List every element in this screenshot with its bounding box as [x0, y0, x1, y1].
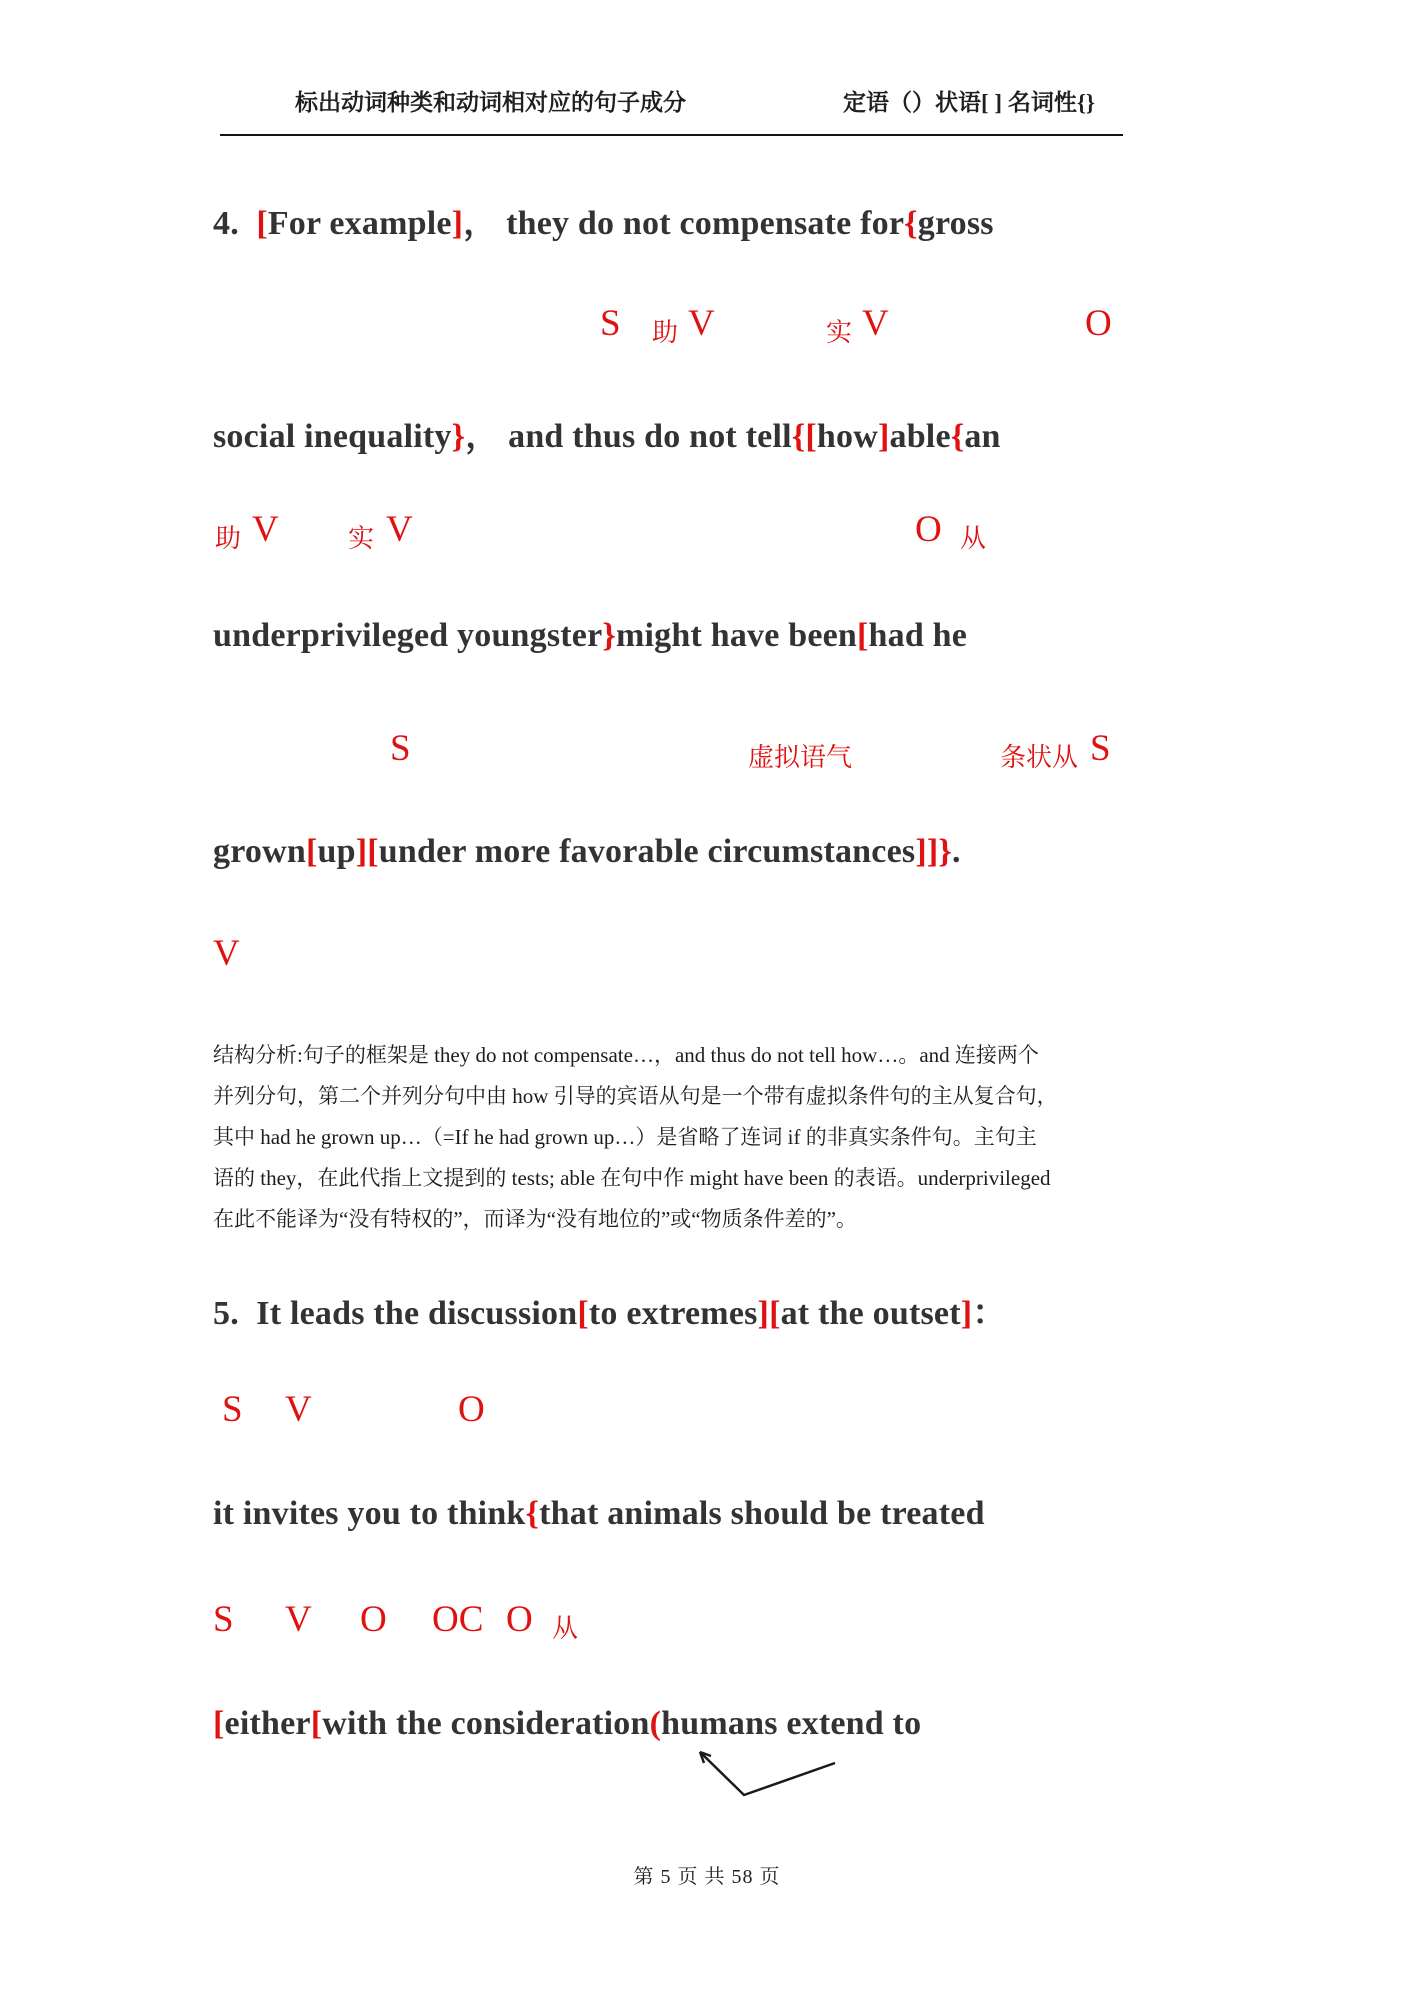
annotation-subject: S	[390, 728, 411, 769]
sentence-4-line-3	[213, 617, 967, 655]
red-bracket: {	[950, 418, 965, 455]
sentence-text: up	[317, 833, 356, 870]
annotation-verb: V	[386, 509, 413, 550]
sentence-text: grown	[213, 833, 306, 870]
sentence-5-line-1	[213, 1285, 1006, 1334]
red-bracket: ]]}	[915, 833, 952, 870]
page-number-footer: 第 5 页 共 58 页	[633, 1866, 781, 1888]
sentence-4-line-4	[213, 833, 961, 871]
annotation-verb: V	[213, 933, 240, 974]
annotation-object: O	[915, 509, 942, 550]
annotation-object: O	[506, 1599, 533, 1640]
annotation-object: O	[458, 1389, 485, 1430]
annotation-verb: V	[252, 509, 279, 550]
annotation-verb: V	[688, 303, 715, 344]
red-bracket: }	[451, 418, 466, 455]
annotation-row-4-2	[0, 508, 1414, 560]
annotation-row-5-2	[0, 1598, 1414, 1650]
header-left-title: 标出动词种类和动词相对应的句子成分	[295, 90, 686, 115]
red-bracket: ]	[451, 205, 464, 242]
analysis-line: 并列分句，第二个并列分句中由 how 引导的宾语从句是一个带有虚拟条件句的主从复合句，	[213, 1084, 1058, 1108]
analysis-line: 其中 had he grown up…（=If he had grown up…）是省略了连词 if 的非真实条件句。主句主	[213, 1125, 1037, 1149]
red-bracket: ][	[355, 833, 379, 870]
annotation-row-4-3	[0, 727, 1414, 779]
red-bracket: [	[305, 833, 318, 870]
header-legend: 定语（）状语[ ] 名词性{}	[843, 90, 1095, 115]
red-bracket: ][	[757, 1295, 781, 1332]
sentence-text: how	[816, 418, 878, 455]
sentence-5-line-2	[213, 1495, 985, 1533]
annotation-main-verb-label: 实	[826, 318, 853, 347]
red-bracket: ]	[877, 418, 890, 455]
analysis-line: 在此不能译为“没有特权的”，而译为“没有地位的”或“物质条件差的”。	[213, 1207, 857, 1231]
sentence-text: ：	[972, 1295, 1007, 1332]
sentence-4-line-1	[213, 195, 994, 244]
annotation-verb: V	[285, 1599, 312, 1640]
red-bracket: {[	[791, 418, 817, 455]
annotation-row-4-1	[0, 302, 1414, 354]
header-divider	[220, 134, 1123, 136]
sentence-4-line-2	[213, 408, 1001, 457]
sentence-text: .	[951, 833, 961, 870]
sentence-text: For example	[267, 205, 452, 242]
sentence-5-line-3	[213, 1705, 921, 1743]
annotation-clause-label: 从	[960, 524, 987, 553]
red-bracket: [	[310, 1705, 323, 1742]
sentence-text: ， they do not compensate for	[463, 205, 905, 242]
annotation-object: O	[360, 1599, 387, 1640]
sentence-text: an	[964, 418, 1001, 455]
sentence-text: ， and thus do not tell	[465, 418, 792, 455]
sentence-text: 4.	[213, 205, 257, 242]
sentence-text: under more favorable circumstances	[378, 833, 916, 870]
red-bracket: {	[525, 1495, 540, 1532]
annotation-verb: V	[862, 303, 889, 344]
red-bracket: [	[256, 205, 268, 242]
red-bracket: [	[577, 1295, 589, 1332]
sentence-text: at the outset	[780, 1295, 961, 1332]
sentence-text: humans extend to	[661, 1705, 922, 1742]
structure-analysis-paragraph	[213, 1035, 1223, 1240]
red-bracket: (	[649, 1705, 662, 1742]
annotation-verb: V	[285, 1389, 312, 1430]
annotation-subject: S	[1090, 728, 1111, 769]
red-bracket: ]	[960, 1295, 973, 1332]
annotation-clause-label: 从	[552, 1614, 579, 1643]
red-bracket: [	[857, 617, 869, 654]
annotation-auxiliary-label: 助	[215, 524, 242, 553]
annotation-subject: S	[213, 1599, 234, 1640]
annotation-auxiliary-label: 助	[652, 318, 679, 347]
sentence-text: that animals should be treated	[539, 1495, 985, 1532]
annotation-subject: S	[222, 1389, 243, 1430]
sentence-text: 5. It leads the discussion	[213, 1295, 578, 1332]
analysis-line: 语的 they，在此代指上文提到的 tests; able 在句中作 might have been 的表语。underprivileged	[213, 1166, 1051, 1190]
annotation-main-verb-label: 实	[348, 524, 375, 553]
sentence-text: to extremes	[588, 1295, 758, 1332]
sentence-text: with the consideration	[322, 1705, 650, 1742]
red-bracket: }	[602, 617, 617, 654]
annotation-object: O	[1085, 303, 1112, 344]
analysis-line: 结构分析:句子的框架是 they do not compensate…，and thus do not tell how…。and 连接两个	[213, 1043, 1039, 1067]
sentence-text: it invites you to think	[213, 1495, 526, 1532]
red-bracket: [	[213, 1705, 225, 1742]
sentence-text: might have been	[616, 617, 858, 654]
annotation-object-complement: OC	[432, 1599, 484, 1640]
sentence-text: either	[224, 1705, 311, 1742]
annotation-row-5-1	[0, 1388, 1414, 1440]
annotation-conditional-clause-label: 条状从	[1000, 743, 1079, 772]
sentence-text: gross	[917, 205, 994, 242]
red-bracket: {	[904, 205, 918, 242]
sentence-text: had he	[868, 617, 968, 654]
sentence-text: social inequality	[213, 418, 452, 455]
annotation-subjunctive-label: 虚拟语气	[748, 743, 853, 772]
sentence-text: able	[889, 418, 951, 455]
annotation-row-4-4	[0, 932, 1414, 984]
annotation-subject: S	[600, 303, 621, 344]
pointer-arrow	[690, 1740, 860, 1815]
sentence-text: underprivileged youngster	[213, 617, 603, 654]
